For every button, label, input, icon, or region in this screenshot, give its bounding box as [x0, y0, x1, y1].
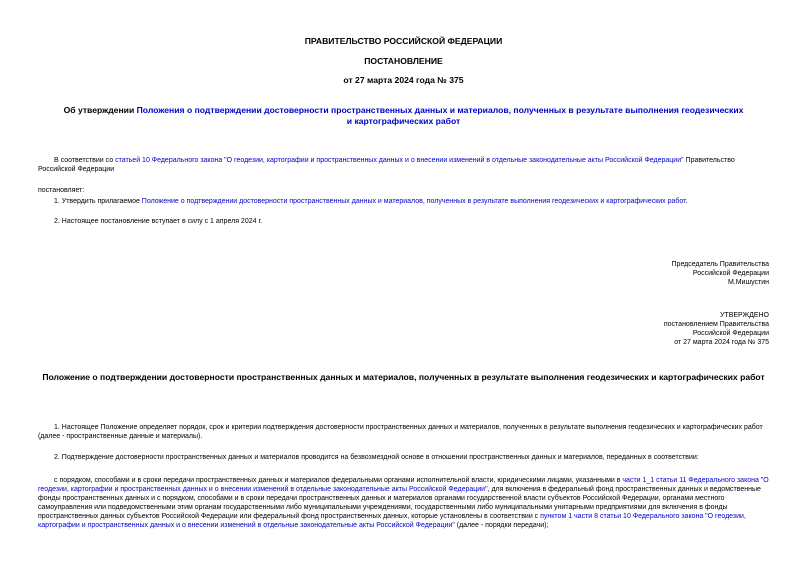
- paragraph-3-law-link-2[interactable]: пунктом 1 части 8 статьи 10 Федерального закона "О геодезии, картографии и пространственных данных и о внесении изменений в отдельные законодательные акты Российской Федерации": [38, 513, 746, 530]
- doc-type-heading: ПОСТАНОВЛЕНИЕ: [364, 56, 443, 66]
- regulation-paragraph-1: 1. Настоящее Положение определяет порядок, срок и критерии подтверждения достоверности пространственных данных и материалов, полученных в результате выполнения геодезических и картографических работ (далее - пространственные данные и материалы).: [38, 424, 763, 441]
- item-1: [38, 197, 769, 206]
- preamble-text-2: Правительство Российской Федерации: [38, 157, 735, 174]
- approved-line-1: УТВЕРЖДЕНО: [719, 312, 769, 319]
- decrees-label: постановляет:: [38, 187, 85, 194]
- signature-block: [672, 260, 769, 287]
- approved-line-4: от 27 марта 2024 года № 375: [674, 339, 769, 347]
- date-number-heading: от 27 марта 2024 года № 375: [343, 75, 464, 85]
- approved-block: [664, 311, 769, 347]
- preamble: [38, 156, 769, 174]
- signature-line-3: М.Мишустин: [727, 279, 769, 287]
- signature-line-2: Российской Федерации: [692, 270, 769, 278]
- paragraph-3-law-link-1[interactable]: части 1_1 статьи 11 Федерального закона "О геодезии, картографии и пространственных данных и о внесении изменений в отдельные законодательные акты Российской Федерации": [38, 477, 769, 494]
- regulation-paragraph-3: [38, 476, 769, 531]
- item-1-suffix: .: [685, 198, 688, 205]
- item-1-regulation-link[interactable]: Положение о подтверждении достоверности пространственных данных и материалов, полученных в результате выполнения геодезических и картографических работ: [141, 198, 686, 205]
- preamble-law-link[interactable]: статьей 10 Федерального закона "О геодезии, картографии и пространственных данных и о внесении изменений в отдельные законодательные акты Российской Федерации": [115, 157, 684, 164]
- approved-line-2: постановлением Правительства: [663, 321, 769, 329]
- item-2: 2. Настоящее постановление вступает в силу с 1 апреля 2024 г.: [54, 218, 263, 225]
- item-1-prefix: 1. Утвердить прилагаемое: [54, 198, 142, 205]
- paragraph-3-text-a: с порядком, способами и в сроки передачи пространственных данных и материалов федеральными органами исполнительной власти, юридическими лицами, указанными в: [54, 477, 623, 484]
- regulation-paragraph-2: 2. Подтверждение достоверности пространственных данных и материалов проводится на безвозмездной основе в отношении пространственных данных и материалов, переданных в соответствии:: [54, 454, 699, 461]
- preamble-text-1: В соответствии со: [54, 157, 116, 164]
- approved-line-3: Российской Федерации: [692, 330, 769, 338]
- paragraph-3-text-b: , для включения в федеральный фонд пространственных данных и ведомственные фонды пространственных данных и с порядком, способами и в сроки передачи пространственных данных и материалов органами государственной власти субъектов Российской Федерации, органами местного самоуправления или подведомственными этим органам государственными либо муниципальными учреждениями, государственными либо муниципальными унитарными предприятиями для включения в фонды пространственных данных субъектов Российской Федерации или федеральный фонд пространственных данных, которые установлены в соответствии с: [38, 486, 761, 521]
- title-regulation-link[interactable]: Положения о подтверждении достоверности пространственных данных и материалов, полученных в результате выполнения геодезических и картографических работ: [136, 105, 744, 127]
- signature-line-1: Председатель Правительства: [671, 261, 769, 268]
- regulation-title: Положение о подтверждении достоверности пространственных данных и материалов, полученных в результате выполнения геодезических и картографических работ: [42, 372, 765, 382]
- government-heading: ПРАВИТЕЛЬСТВО РОССИЙСКОЙ ФЕДЕРАЦИИ: [304, 36, 503, 46]
- document-title: [60, 105, 747, 127]
- paragraph-3-text-c: (далее - порядки передачи);: [454, 522, 549, 530]
- title-prefix: Об утверждении: [63, 105, 137, 115]
